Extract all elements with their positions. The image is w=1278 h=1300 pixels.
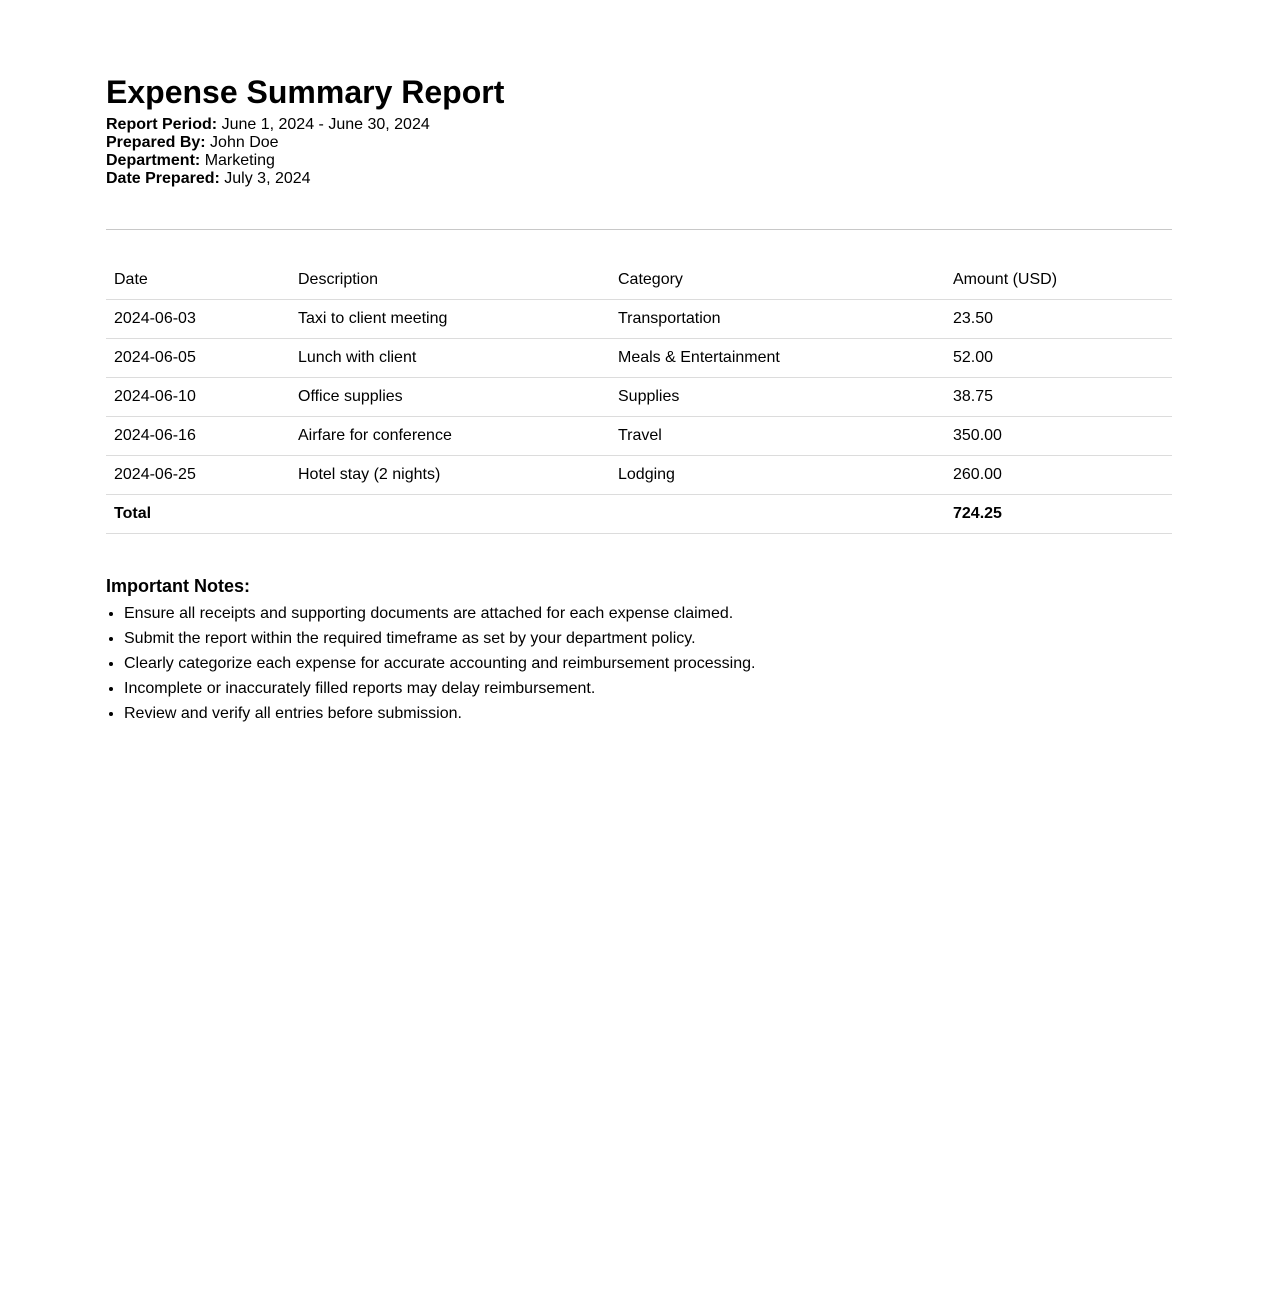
- cell-category: Lodging: [610, 456, 945, 495]
- expense-table: [106, 261, 1172, 534]
- meta-label: Date Prepared:: [106, 170, 220, 187]
- cell-date: 2024-06-05: [106, 339, 290, 378]
- notes-heading: Important Notes:: [106, 576, 250, 596]
- column-header-amount: Amount (USD): [945, 261, 1172, 300]
- list-item: • Review and verify all entries before submission.: [124, 701, 755, 726]
- table-header-row: [106, 261, 1172, 300]
- total-label: Total: [106, 495, 290, 534]
- column-header-date: Date: [106, 261, 290, 300]
- cell-description: Office supplies: [290, 378, 610, 417]
- list-item: • Submit the report within the required timeframe as set by your department policy.: [124, 626, 755, 651]
- empty-cell: [610, 495, 945, 534]
- list-item: • Clearly categorize each expense for accurate accounting and reimbursement processing.: [124, 651, 755, 676]
- cell-amount: 260.00: [945, 456, 1172, 495]
- table-row: [106, 417, 1172, 456]
- table-row: [106, 339, 1172, 378]
- meta-value: June 1, 2024 - June 30, 2024: [221, 116, 430, 133]
- cell-description: Hotel stay (2 nights): [290, 456, 610, 495]
- cell-category: Transportation: [610, 300, 945, 339]
- column-header-category: Category: [610, 261, 945, 300]
- meta-label: Department:: [106, 152, 201, 169]
- cell-description: Taxi to client meeting: [290, 300, 610, 339]
- report-meta: [106, 116, 430, 188]
- empty-cell: [290, 495, 610, 534]
- page-title: Expense Summary Report: [106, 74, 505, 110]
- cell-date: 2024-06-03: [106, 300, 290, 339]
- meta-prepared-by: [106, 134, 430, 152]
- meta-report-period: [106, 116, 430, 134]
- cell-amount: 52.00: [945, 339, 1172, 378]
- meta-value: Marketing: [204, 152, 275, 169]
- table-row: [106, 378, 1172, 417]
- cell-category: Travel: [610, 417, 945, 456]
- meta-label: Report Period:: [106, 116, 218, 133]
- list-item: • Incomplete or inaccurately filled reports may delay reimbursement.: [124, 676, 755, 701]
- table-row: [106, 300, 1172, 339]
- cell-category: Supplies: [610, 378, 945, 417]
- cell-date: 2024-06-16: [106, 417, 290, 456]
- cell-description: Lunch with client: [290, 339, 610, 378]
- cell-amount: 350.00: [945, 417, 1172, 456]
- cell-date: 2024-06-10: [106, 378, 290, 417]
- meta-department: [106, 152, 430, 170]
- total-amount: 724.25: [945, 495, 1172, 534]
- list-item: • Ensure all receipts and supporting documents are attached for each expense claimed.: [124, 601, 755, 626]
- table-row: [106, 456, 1172, 495]
- cell-amount: 23.50: [945, 300, 1172, 339]
- column-header-description: Description: [290, 261, 610, 300]
- section-divider: [106, 229, 1172, 230]
- cell-date: 2024-06-25: [106, 456, 290, 495]
- meta-value: John Doe: [210, 134, 279, 151]
- total-row: [106, 495, 1172, 534]
- cell-description: Airfare for conference: [290, 417, 610, 456]
- meta-label: Prepared By:: [106, 134, 206, 151]
- meta-date-prepared: [106, 170, 430, 188]
- meta-value: July 3, 2024: [224, 170, 311, 187]
- cell-category: Meals & Entertainment: [610, 339, 945, 378]
- cell-amount: 38.75: [945, 378, 1172, 417]
- notes-list: [106, 601, 755, 726]
